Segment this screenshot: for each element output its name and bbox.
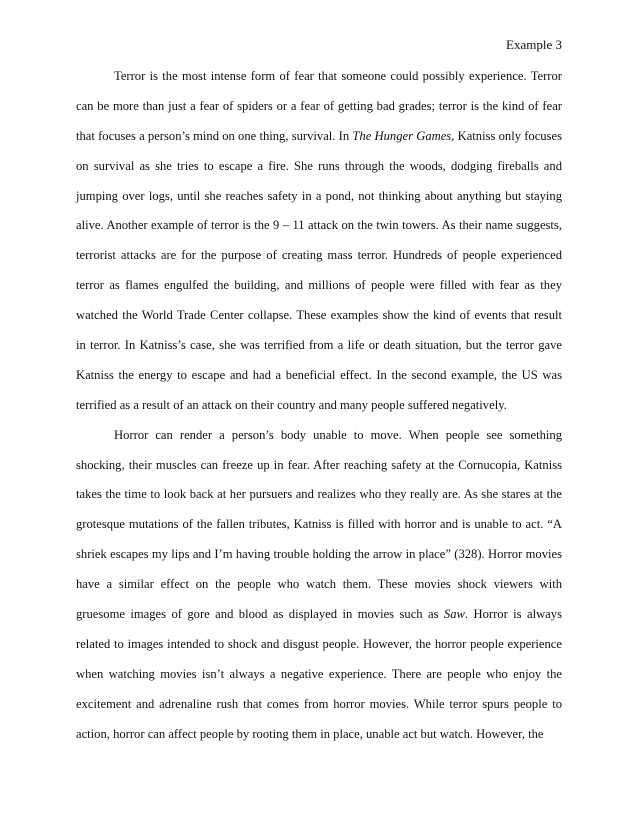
page-header: Example 3: [506, 37, 562, 52]
text-line: [76, 307, 562, 337]
text-line: [76, 516, 562, 546]
text-line: [76, 247, 562, 277]
text-line: [76, 576, 562, 606]
text-line: [76, 98, 562, 128]
paragraph: [76, 68, 562, 427]
text-line: [76, 277, 562, 307]
text-segment: , Katniss only focuses: [451, 128, 562, 143]
text-line: [76, 128, 562, 158]
text-segment: alive. Another example of terror is the 9 – 11 attack on the twin towers. As their name suggests,: [76, 218, 562, 233]
text-line: [76, 457, 562, 487]
italic-title: The Hunger Games: [352, 128, 452, 143]
text-segment: excitement and adrenaline rush that comes from horror movies. While terror spurs people to: [76, 696, 562, 711]
text-line: [76, 337, 562, 367]
text-segment: gruesome images of gore and blood as displayed in movies such as: [76, 607, 444, 622]
text-segment: . Horror is always: [464, 607, 562, 622]
text-line: [76, 188, 562, 218]
text-line: [76, 486, 562, 516]
text-segment: terrorist attacks are for the purpose of creating mass terror. Hundreds of people experienced: [76, 248, 562, 263]
text-segment: watched the World Trade Center collapse. These examples show the kind of events that result: [76, 308, 562, 323]
italic-title: Saw: [443, 607, 465, 622]
text-segment: takes the time to look back at her pursuers and realizes who they really are. As she stares at the: [76, 487, 562, 502]
text-segment: have a similar effect on the people who watch them. These movies shock viewers with: [76, 577, 562, 592]
text-line: [76, 427, 562, 457]
text-segment: action, horror can affect people by rooting them in place, unable act but watch. However, the: [76, 726, 544, 741]
text-segment: can be more than just a fear of spiders or a fear of getting bad grades; terror is the kind of fear: [76, 98, 562, 113]
text-line: [76, 68, 562, 98]
text-line: [76, 546, 562, 576]
text-segment: on survival as she tries to escape a fire. She runs through the woods, dodging fireballs and: [76, 158, 562, 173]
text-segment: that focuses a person’s mind on one thing, survival. In: [76, 128, 353, 143]
text-segment: Katniss the energy to escape and had a beneficial effect. In the second example, the US was: [76, 367, 562, 382]
text-segment: shocking, their muscles can freeze up in fear. After reaching safety at the Cornucopia, Katniss: [76, 457, 562, 472]
text-line: [76, 367, 562, 397]
text-segment: terror as flames engulfed the building, and millions of people were filled with fear as they: [76, 278, 562, 293]
text-line: [76, 606, 562, 636]
text-line: [76, 726, 562, 756]
text-segment: related to images intended to shock and disgust people. However, the horror people experience: [76, 636, 562, 651]
text-line: [76, 666, 562, 696]
text-segment: Horror can render a person’s body unable to move. When people see something: [114, 427, 562, 442]
text-line: [76, 397, 562, 427]
text-segment: when watching movies isn’t always a negative experience. There are people who enjoy the: [76, 666, 562, 681]
text-segment: jumping over logs, until she reaches safety in a pond, not thinking about anything but staying: [76, 188, 562, 203]
paragraph: [76, 427, 562, 756]
text-segment: Terror is the most intense form of fear that someone could possibly experience. Terror: [114, 69, 562, 83]
text-segment: grotesque mutations of the fallen tributes, Katniss is filled with horror and is unable to act. “A: [76, 517, 562, 532]
text-segment: terrified as a result of an attack on their country and many people suffered negatively.: [76, 397, 507, 412]
text-line: [76, 636, 562, 666]
text-line: [76, 217, 562, 247]
essay-body: [76, 68, 562, 755]
text-line: [76, 696, 562, 726]
text-segment: shriek escapes my lips and I’m having trouble holding the arrow in place” (328). Horror movies: [76, 547, 562, 562]
text-line: [76, 158, 562, 188]
text-segment: in terror. In Katniss’s case, she was terrified from a life or death situation, but the terror gave: [76, 338, 562, 353]
